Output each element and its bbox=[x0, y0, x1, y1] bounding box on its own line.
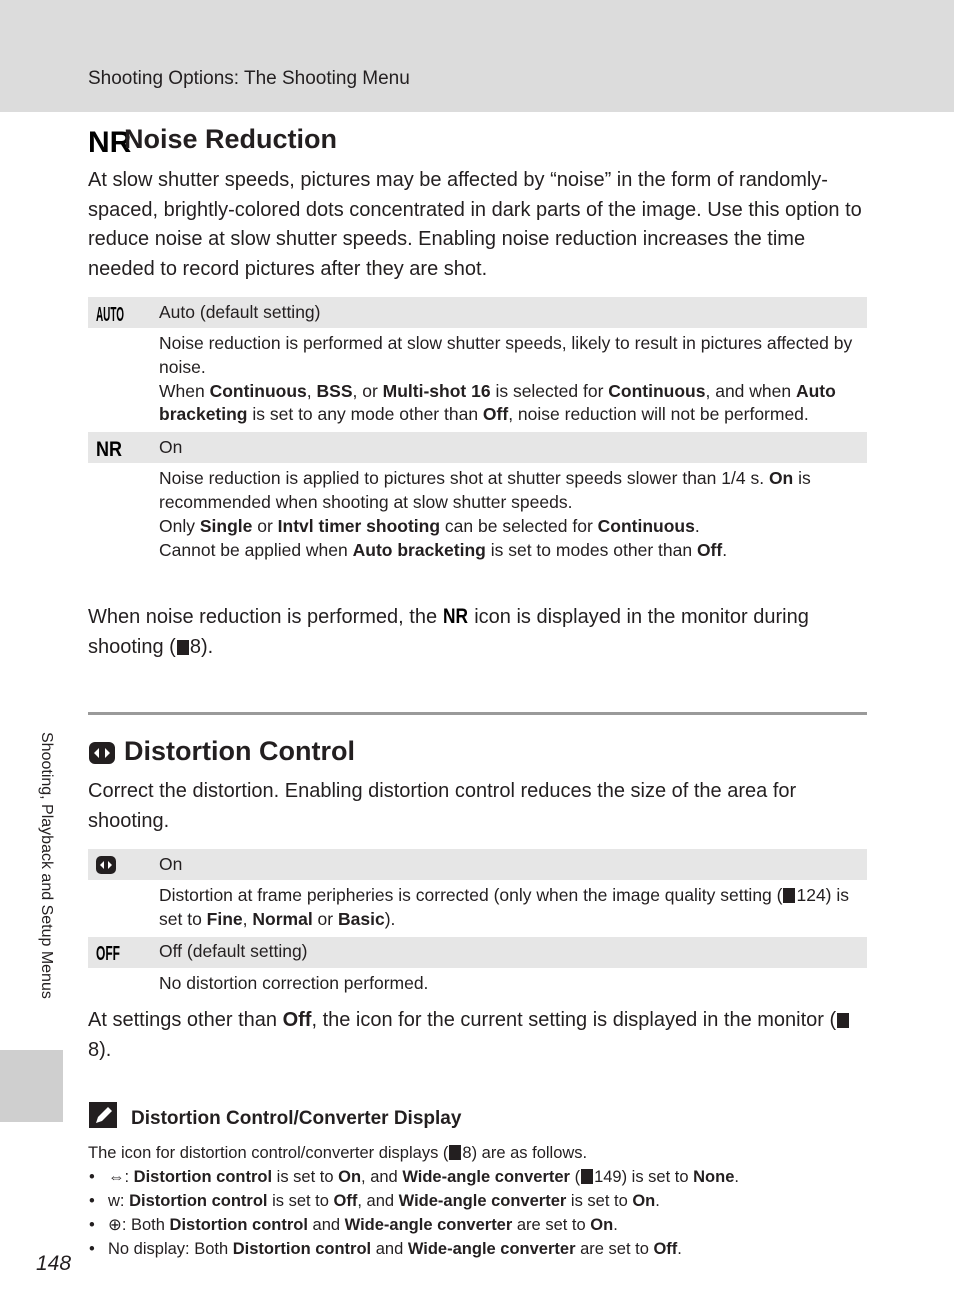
list-item: • w: Distortion control is set to Off, and Wide-angle converter is set to On. bbox=[88, 1189, 867, 1213]
svg-text:NR: NR bbox=[88, 125, 132, 159]
page-number: 148 bbox=[36, 1252, 72, 1275]
svg-text:OFF: OFF bbox=[96, 943, 120, 966]
distortion-off-label: Off (default setting) bbox=[159, 941, 308, 962]
note-body bbox=[88, 1141, 867, 1261]
option-on-label: On bbox=[159, 436, 183, 457]
distortion-control-options bbox=[88, 849, 867, 1000]
distortion-control-heading bbox=[88, 736, 355, 767]
option-on-description bbox=[88, 463, 867, 567]
noise-reduction-heading bbox=[88, 124, 338, 159]
wide-converter-small-icon: w bbox=[108, 1192, 120, 1210]
distortion-small-icon: ⇔ bbox=[108, 1168, 125, 1186]
page-ref-icon bbox=[837, 1013, 849, 1028]
list-item: • No display: Both Distortion control and Wide-angle converter are set to Off. bbox=[88, 1237, 867, 1261]
distortion-on-icon bbox=[96, 855, 118, 875]
option-on-row bbox=[88, 432, 867, 463]
distortion-control-intro: Correct the distortion. Enabling distortion control reduces the size of the area for shooting. bbox=[88, 780, 797, 832]
both-small-icon: ⊕ bbox=[108, 1216, 122, 1234]
on-desc-line-2: Only Single or Intvl timer shooting can be selected for Continuous. bbox=[159, 515, 700, 536]
header-title: Shooting Options: The Shooting Menu bbox=[88, 68, 410, 89]
side-section-label: Shooting, Playback and Setup Menus bbox=[38, 732, 55, 999]
page-header bbox=[0, 0, 954, 112]
noise-reduction-intro: At slow shutter speeds, pictures may be affected by “noise” in the form of randomly-spaced, brightly-colored dots concentrated in dark parts of the image. Use this option to reduce noise at slow shutter speeds. Enabling noise reduction increases the time needed to record pictures after they are shot. bbox=[88, 169, 862, 280]
page-ref-icon bbox=[449, 1145, 461, 1160]
noise-reduction-on-icon bbox=[96, 437, 124, 461]
svg-text:NR: NR bbox=[96, 437, 122, 461]
distortion-control-title: Distortion Control bbox=[124, 736, 355, 766]
auto-icon bbox=[96, 303, 126, 326]
page-ref-icon bbox=[581, 1169, 593, 1184]
svg-text:AUTO: AUTO bbox=[96, 303, 124, 326]
distortion-on-label: On bbox=[159, 853, 183, 874]
off-icon bbox=[96, 942, 122, 966]
noise-reduction-outro: When noise reduction is performed, the NR icon is displayed in the monitor during shooting ( 8). bbox=[88, 605, 809, 658]
note-intro: The icon for distortion control/converter displays ( 8) are as follows. bbox=[88, 1144, 588, 1162]
note-title: Distortion Control/Converter Display bbox=[131, 1108, 462, 1129]
option-auto-row bbox=[88, 297, 867, 328]
on-desc-line-3: Cannot be applied when Auto bracketing is set to modes other than Off. bbox=[159, 539, 728, 560]
distortion-off-row bbox=[88, 937, 867, 968]
list-item: • ⊕: Both Distortion control and Wide-angle converter are set to On. bbox=[88, 1213, 867, 1237]
distortion-on-description: Distortion at frame peripheries is corrected (only when the image quality setting ( 124) is set to Fine, Normal or Basic). bbox=[159, 885, 850, 929]
distortion-on-row bbox=[88, 849, 867, 880]
option-auto-label: Auto (default setting) bbox=[159, 301, 321, 322]
side-tab bbox=[0, 1050, 63, 1122]
svg-text:NR: NR bbox=[442, 605, 468, 628]
auto-desc-line: Noise reduction is performed at slow shutter speeds, likely to result in pictures affected by noise. bbox=[159, 333, 853, 377]
distortion-off-description: No distortion correction performed. bbox=[159, 972, 429, 993]
note-pencil-icon bbox=[89, 1102, 119, 1130]
note-list bbox=[88, 1165, 867, 1261]
noise-reduction-title: Noise Reduction bbox=[124, 124, 338, 154]
distortion-control-icon bbox=[88, 739, 118, 767]
auto-desc-conditions: When Continuous, BSS, or Multi-shot 16 is selected for Continuous, and when Auto bracketing is set to any mode other than Off, noise reduction will not be performed. bbox=[159, 380, 836, 425]
section-divider bbox=[88, 712, 867, 715]
noise-reduction-options bbox=[88, 297, 867, 567]
list-item: • ⇔: Distortion control is set to On, and Wide-angle converter ( 149) is set to None. bbox=[88, 1165, 867, 1189]
page-ref-icon bbox=[177, 640, 189, 655]
noise-reduction-inline-icon bbox=[442, 605, 469, 628]
distortion-control-outro: At settings other than Off, the icon for the current setting is displayed in the monitor (8). bbox=[88, 1006, 870, 1065]
option-auto-description bbox=[88, 328, 867, 432]
noise-reduction-icon bbox=[88, 125, 132, 159]
on-desc-line-1: Noise reduction is applied to pictures shot at shutter speeds slower than 1/4 s. On is recommended when shooting at slow shutter speeds. bbox=[159, 468, 811, 512]
page-ref-icon bbox=[783, 888, 795, 903]
